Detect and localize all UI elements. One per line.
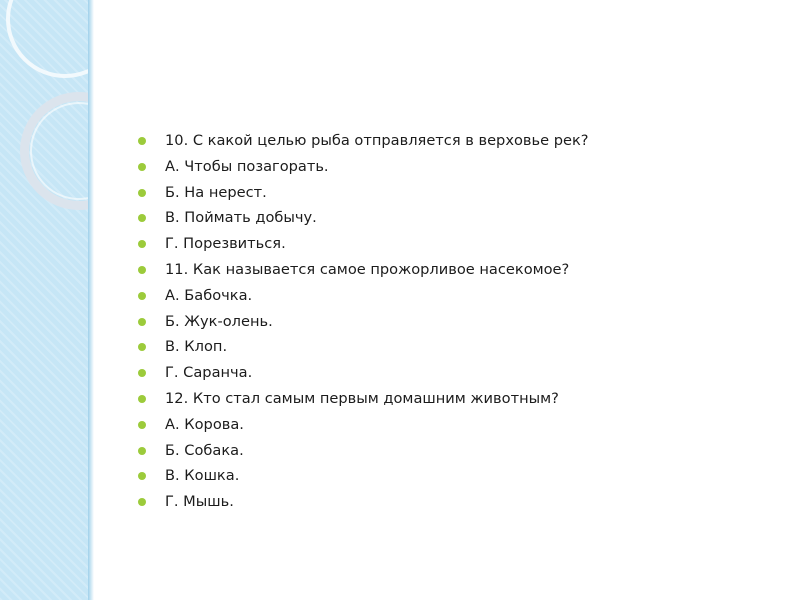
band-edge	[88, 0, 94, 600]
list-item	[136, 386, 589, 412]
bullet-icon	[138, 189, 146, 197]
list-item	[136, 231, 589, 257]
item-text: 12. Кто стал самым первым домашним животным?	[165, 389, 559, 407]
bullet-icon	[138, 498, 146, 506]
bullet-icon	[138, 240, 146, 248]
list-item	[136, 257, 589, 283]
item-text: А. Бабочка.	[165, 286, 253, 304]
item-text: А. Корова.	[165, 415, 244, 433]
item-text: В. Клоп.	[165, 338, 228, 356]
list-item	[136, 489, 589, 515]
question-list	[136, 128, 589, 515]
bullet-icon	[138, 447, 146, 455]
list-item	[136, 463, 589, 489]
item-text: Б. Жук-олень.	[165, 312, 273, 330]
slide-content	[136, 128, 589, 515]
list-item	[136, 128, 589, 154]
list-item	[136, 283, 589, 309]
list-item	[136, 154, 589, 180]
item-text: Б. Собака.	[165, 441, 244, 459]
item-text: Г. Саранча.	[165, 364, 253, 382]
list-item	[136, 180, 589, 206]
bullet-icon	[138, 395, 146, 403]
item-text: 11. Как называется самое прожорливое насекомое?	[165, 260, 570, 278]
list-item	[136, 309, 589, 335]
item-text: Г. Мышь.	[165, 493, 234, 511]
item-text: В. Поймать добычу.	[165, 209, 317, 227]
list-item	[136, 412, 589, 438]
bullet-icon	[138, 343, 146, 351]
item-text: В. Кошка.	[165, 467, 240, 485]
item-text: Г. Порезвиться.	[165, 235, 286, 253]
bullet-icon	[138, 292, 146, 300]
bullet-icon	[138, 421, 146, 429]
bullet-icon	[138, 214, 146, 222]
bullet-icon	[138, 318, 146, 326]
bullet-icon	[138, 137, 146, 145]
list-item	[136, 438, 589, 464]
bullet-icon	[138, 369, 146, 377]
band-texture	[0, 0, 88, 600]
decorative-side-band	[0, 0, 88, 600]
list-item	[136, 205, 589, 231]
item-text: А. Чтобы позагорать.	[165, 157, 329, 175]
bullet-icon	[138, 266, 146, 274]
item-text: 10. С какой целью рыба отправляется в верховье рек?	[165, 132, 589, 149]
list-item	[136, 360, 589, 386]
bullet-icon	[138, 163, 146, 171]
bullet-icon	[138, 472, 146, 480]
item-text: Б. На нерест.	[165, 183, 267, 201]
list-item	[136, 334, 589, 360]
